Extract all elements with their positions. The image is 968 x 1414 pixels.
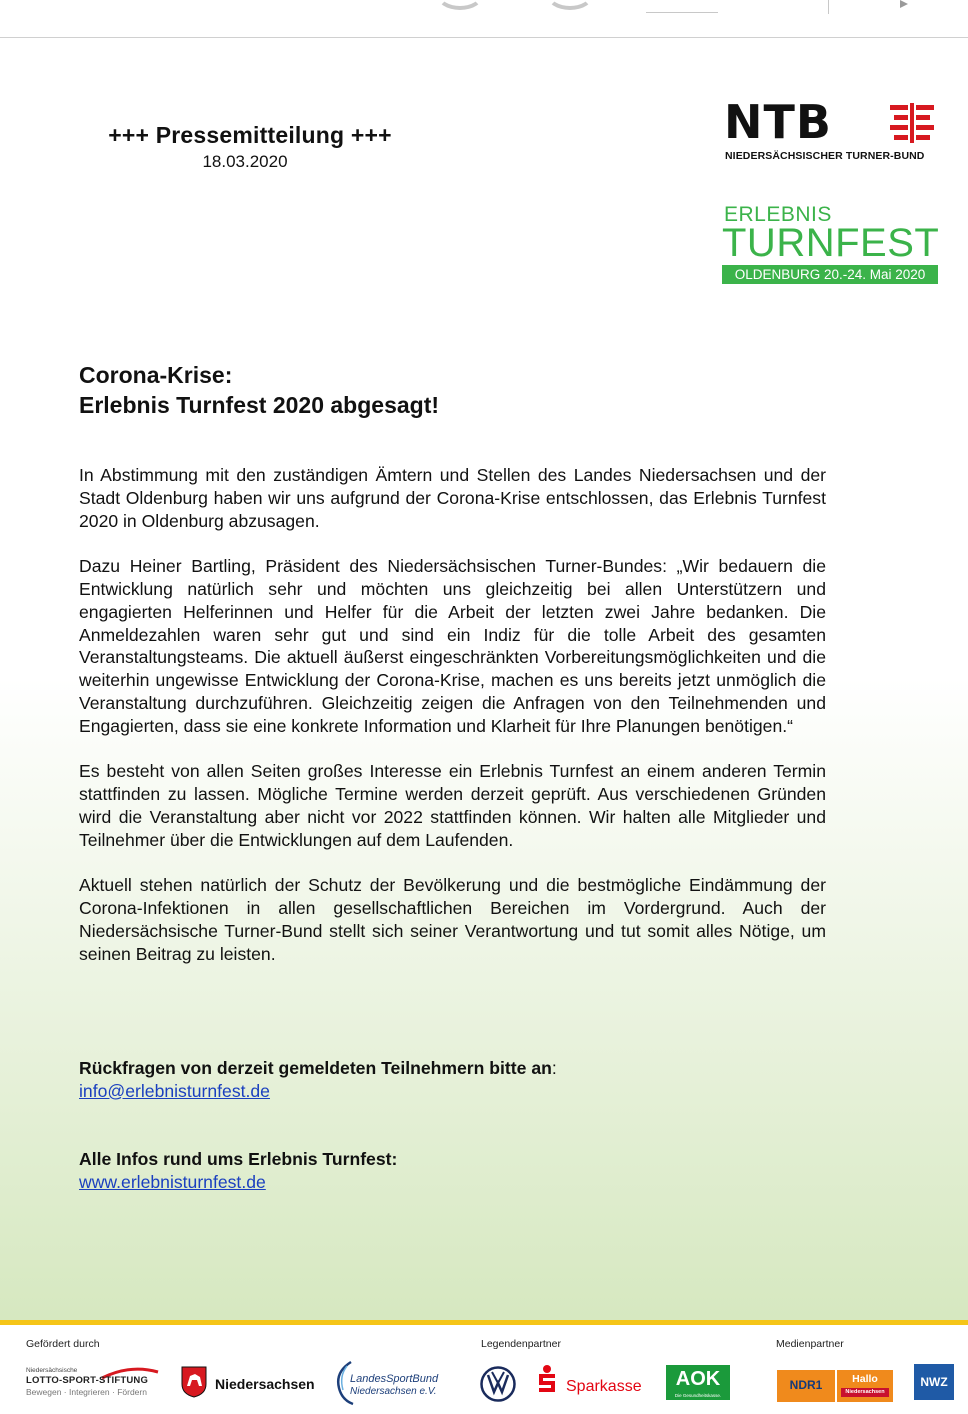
- sponsor-footer: [0, 1320, 968, 1414]
- info-label: Alle Infos rund ums Erlebnis Turnfest:: [79, 1149, 398, 1169]
- lotto-logo-name: LOTTO-SPORT-STIFTUNG: [26, 1375, 149, 1386]
- press-release-heading: +++ Pressemitteilung +++: [108, 122, 392, 148]
- funded-by-label: Gefördert durch: [26, 1338, 100, 1350]
- questions-colon: :: [551, 1058, 557, 1078]
- volkswagen-logo-icon: [480, 1366, 516, 1402]
- footer-accent-bar: [0, 1320, 968, 1325]
- body-paragraph: Dazu Heiner Bartling, Präsident des Niedersächsischen Turner-Bundes: „Wir bedauern die Entwicklung natürlich sehr und möchten uns gleichzeitig bei allen Unterstützern und engagierten Helferinnen und Helfer für die Arbeit der letzten zwei Jahre bedanken. Die Anmeldezahlen waren sehr gut und sind ein Indiz für die tolle Arbeit des gesamten Veranstaltungsteams. Die aktuell äußerst eingeschränkten Vorbereitungsmöglichkeiten und die weiterhin ungewisse Entwicklung der Corona-Krise, machen es uns bereits jetzt unmöglich die Veranstaltung durchzuführen. Gleichzeitig zeigen die Anfragen von den Teilnehmenden und Engagierten, dass sie eine konkrete Information und Klarheit für Ihre Planungen benötigen.“: [79, 556, 826, 736]
- turnfest-logo-band: OLDENBURG 20.-24. Mai 2020: [722, 265, 938, 284]
- nwz-logo: NWZ: [914, 1364, 954, 1400]
- aok-logo: [666, 1365, 730, 1400]
- ntb-logo-subtitle: NIEDERSÄCHSISCHER TURNER-BUND: [725, 150, 925, 162]
- zoom-out-icon[interactable]: [436, 0, 484, 10]
- aok-logo-subtitle: Die Gesundheitskasse.: [674, 1393, 722, 1398]
- questions-label-row: [79, 1057, 826, 1080]
- press-release-date: 18.03.2020: [202, 152, 288, 171]
- headline-line-2: Erlebnis Turnfest 2020 abgesagt!: [79, 392, 440, 418]
- legend-partner-label: Legendenpartner: [481, 1338, 561, 1350]
- ntb-emblem-icon: [890, 103, 934, 143]
- media-partner-label: Medienpartner: [776, 1338, 844, 1350]
- article-body: [79, 464, 826, 988]
- landessportbund-name: LandesSportBund: [350, 1373, 439, 1385]
- contact-email-link[interactable]: info@erlebnisturnfest.de: [79, 1080, 270, 1101]
- article-headline: [79, 360, 439, 420]
- ntb-logo-letters: NTB: [724, 95, 832, 149]
- sparkasse-s-icon: [536, 1364, 558, 1396]
- questions-contact: [79, 1057, 826, 1103]
- ndr1-logo: NDR1: [777, 1370, 835, 1402]
- toolbar-field-underline: [646, 12, 718, 13]
- viewer-toolbar: [0, 0, 968, 38]
- next-page-icon[interactable]: [900, 0, 908, 8]
- toolbar-divider: [828, 0, 829, 14]
- sparkasse-logo-text: Sparkasse: [566, 1378, 642, 1395]
- website-link[interactable]: www.erlebnisturnfest.de: [79, 1171, 266, 1192]
- hallo-logo-subtitle: Niedersachsen: [841, 1388, 889, 1397]
- website-contact: [79, 1148, 826, 1194]
- turnfest-logo-small: ERLEBNIS: [724, 203, 832, 226]
- niedersachsen-crest-icon: [181, 1366, 207, 1398]
- body-paragraph: In Abstimmung mit den zuständigen Ämtern und Stellen des Landes Niedersachsen und der Stadt Oldenburg haben wir uns aufgrund der Corona-Krise entschlossen, das Erlebnis Turnfest 2020 in Oldenburg abzusagen.: [79, 465, 826, 531]
- aok-logo-text: AOK: [675, 1368, 721, 1390]
- lotto-logo-top: Niedersächsische: [26, 1367, 78, 1374]
- turnfest-logo-big: TURNFEST: [722, 221, 940, 265]
- hallo-logo-text: Hallo: [852, 1373, 878, 1385]
- body-paragraph: Aktuell stehen natürlich der Schutz der Bevölkerung und die bestmögliche Eindämmung der Corona-Infektionen in allen gesellschaftlichen Bereichen im Vordergrund. Auch der Niedersächsische Turner-Bund stellt sich seiner Verantwortung und tut somit alles Nötige, um seinen Beitrag zu leisten.: [79, 875, 826, 964]
- zoom-in-icon[interactable]: [546, 0, 594, 10]
- questions-label: Rückfragen von derzeit gemeldeten Teilnehmern bitte an: [79, 1058, 552, 1078]
- lotto-logo-slogan: Bewegen · Integrieren · Fördern: [26, 1387, 147, 1397]
- headline-line-1: Corona-Krise:: [79, 362, 233, 388]
- body-paragraph: Es besteht von allen Seiten großes Interesse ein Erlebnis Turnfest an einem anderen Termin stattfinden zu lassen. Mögliche Termine werden derzeit geprüft. Aus verschiedenen Gründen wird die Veranstaltung aber nicht vor 2022 stattfinden können. Wir halten alle Mitglieder und Teilnehmer über die Entwicklungen auf dem Laufenden.: [79, 761, 826, 850]
- landessportbund-region: Niedersachsen e.V.: [350, 1386, 437, 1397]
- ntb-logo: [724, 95, 939, 163]
- niedersachsen-logo-text: Niedersachsen: [215, 1376, 315, 1392]
- document-page: [0, 38, 968, 1320]
- turnfest-logo: [722, 203, 940, 286]
- hallo-niedersachsen-logo: [837, 1370, 893, 1402]
